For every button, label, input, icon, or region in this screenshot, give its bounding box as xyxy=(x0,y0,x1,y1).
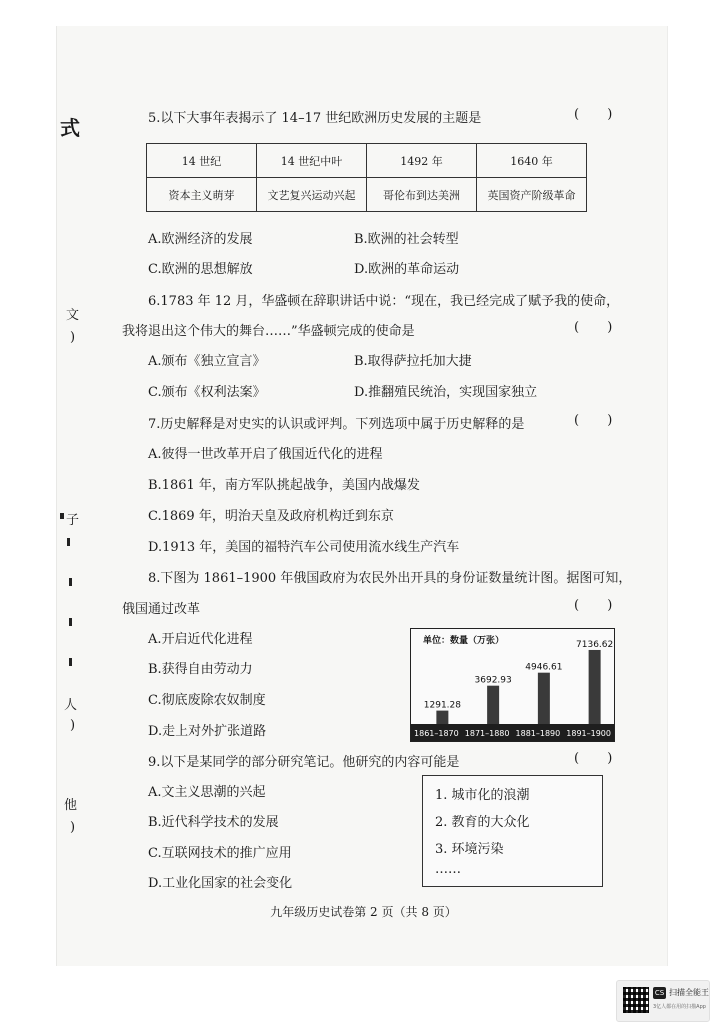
q7-option-c[interactable]: C.1869 年，明治天皇及政府机构迁到东京 xyxy=(148,509,394,524)
q6-option-d[interactable]: D.推翻殖民统治，实现国家独立 xyxy=(354,385,538,400)
q6-option-b[interactable]: B.取得萨拉托加大捷 xyxy=(354,354,472,369)
margin-char: ) xyxy=(70,820,76,835)
margin-char: ) xyxy=(70,718,76,733)
q6-stem-line1: 6.1783 年 12 月，华盛顿在辞职讲话中说：“现在，我已经完成了赋予我的使命， xyxy=(148,294,620,309)
scanner-watermark xyxy=(616,980,710,1022)
margin-char-top: 式 xyxy=(60,116,80,140)
chart-bar xyxy=(589,650,601,724)
timeline-time: 14 世纪中叶 xyxy=(257,144,367,178)
q9-option-b[interactable]: B.近代科学技术的发展 xyxy=(148,815,279,830)
margin-mark xyxy=(67,538,70,546)
margin-char: 文 xyxy=(66,308,80,323)
margin-char: ) xyxy=(70,330,76,345)
q7-answer-paren[interactable]: ( ) xyxy=(574,413,625,428)
margin-mark xyxy=(60,513,64,519)
q8-answer-paren[interactable]: ( ) xyxy=(574,598,625,613)
chart-canvas xyxy=(411,629,614,741)
q7-option-d[interactable]: D.1913 年，美国的福特汽车公司使用流水线生产汽车 xyxy=(148,540,460,555)
timeline-event: 英国资产阶级革命 xyxy=(477,178,587,212)
chart-category-label: 1871–1880 xyxy=(464,729,510,738)
q7-stem: 7.历史解释是对史实的认识或评判。下列选项中属于历史解释的是 xyxy=(148,417,525,432)
timeline-event: 哥伦布到达美洲 xyxy=(367,178,477,212)
q5-option-d[interactable]: D.欧洲的革命运动 xyxy=(354,262,460,277)
timeline-event: 文艺复兴运动兴起 xyxy=(257,178,367,212)
qr-code-icon xyxy=(623,987,649,1013)
margin-mark xyxy=(69,578,72,586)
q6-option-a[interactable]: A.颁布《独立宣言》 xyxy=(148,354,266,369)
note-item: 2. 教育的大众化 xyxy=(435,815,530,830)
q9-option-d[interactable]: D.工业化国家的社会变化 xyxy=(148,876,293,891)
q8-stem-line1: 8.下图为 1861–1900 年俄国政府为农民外出开具的身份证数量统计图。据图可知， xyxy=(148,571,632,586)
q6-stem-line2: 我将退出这个伟大的舞台……”华盛顿完成的使命是 xyxy=(122,324,415,339)
chart-value-label: 4946.61 xyxy=(525,662,563,673)
q9-research-notes-box xyxy=(422,775,603,887)
q5-option-c[interactable]: C.欧洲的思想解放 xyxy=(148,262,253,277)
q7-option-a[interactable]: A.彼得一世改革开启了俄国近代化的进程 xyxy=(148,447,383,462)
q9-answer-paren[interactable]: ( ) xyxy=(574,751,625,766)
q8-option-d[interactable]: D.走上对外扩张道路 xyxy=(148,724,267,739)
margin-char: 子 xyxy=(66,513,80,528)
note-item: …… xyxy=(435,862,461,877)
chart-category-label: 1861–1870 xyxy=(414,729,459,738)
q5-option-b[interactable]: B.欧洲的社会转型 xyxy=(354,232,459,247)
margin-mark xyxy=(69,658,72,666)
q5-option-a[interactable]: A.欧洲经济的发展 xyxy=(148,232,253,247)
page-footer: 九年级历史试卷第 2 页（共 8 页） xyxy=(270,905,457,919)
timeline-event: 资本主义萌芽 xyxy=(147,178,257,212)
q7-option-b[interactable]: B.1861 年，南方军队挑起战争，美国内战爆发 xyxy=(148,478,420,493)
chart-value-label: 1291.28 xyxy=(423,700,461,711)
watermark-title: 扫描全能王 xyxy=(669,988,709,997)
q9-option-c[interactable]: C.互联网技术的推广应用 xyxy=(148,846,292,861)
q5-stem: 5.以下大事年表揭示了 14–17 世纪欧洲历史发展的主题是 xyxy=(148,111,482,126)
chart-unit-label: 单位：数量（万张） xyxy=(423,636,505,646)
q9-option-a[interactable]: A.文主义思潮的兴起 xyxy=(148,785,266,800)
margin-char: 人 xyxy=(64,698,78,713)
timeline-time: 1640 年 xyxy=(477,144,587,178)
q8-option-a[interactable]: A.开启近代化进程 xyxy=(148,632,253,647)
timeline-time: 1492 年 xyxy=(367,144,477,178)
q9-stem: 9.以下是某同学的部分研究笔记。他研究的内容可能是 xyxy=(148,755,460,770)
q8-option-c[interactable]: C.彻底废除农奴制度 xyxy=(148,693,266,708)
q8-bar-chart xyxy=(410,628,615,742)
note-item: 3. 环境污染 xyxy=(435,842,504,857)
chart-category-label: 1891–1900 xyxy=(566,729,611,738)
q5-timeline-table xyxy=(146,143,587,212)
margin-char: 他 xyxy=(64,798,78,813)
chart-value-label: 3692.93 xyxy=(474,675,512,686)
margin-mark xyxy=(69,618,72,626)
note-item: 1. 城市化的浪潮 xyxy=(435,788,530,803)
chart-bar xyxy=(487,686,499,724)
camscanner-logo-icon: CS xyxy=(654,989,665,997)
q6-answer-paren[interactable]: ( ) xyxy=(574,320,625,335)
chart-bar xyxy=(436,711,448,724)
timeline-time: 14 世纪 xyxy=(147,144,257,178)
chart-bar xyxy=(538,673,550,724)
chart-value-label: 7136.62 xyxy=(576,639,614,650)
q6-option-c[interactable]: C.颁布《权利法案》 xyxy=(148,385,266,400)
chart-category-label: 1881–1890 xyxy=(515,729,561,738)
q8-stem-line2: 俄国通过改革 xyxy=(122,602,201,617)
q8-option-b[interactable]: B.获得自由劳动力 xyxy=(148,662,253,677)
watermark-subtitle: 3亿人都在用的扫描App xyxy=(653,1004,706,1010)
q5-answer-paren[interactable]: ( ) xyxy=(574,107,625,122)
